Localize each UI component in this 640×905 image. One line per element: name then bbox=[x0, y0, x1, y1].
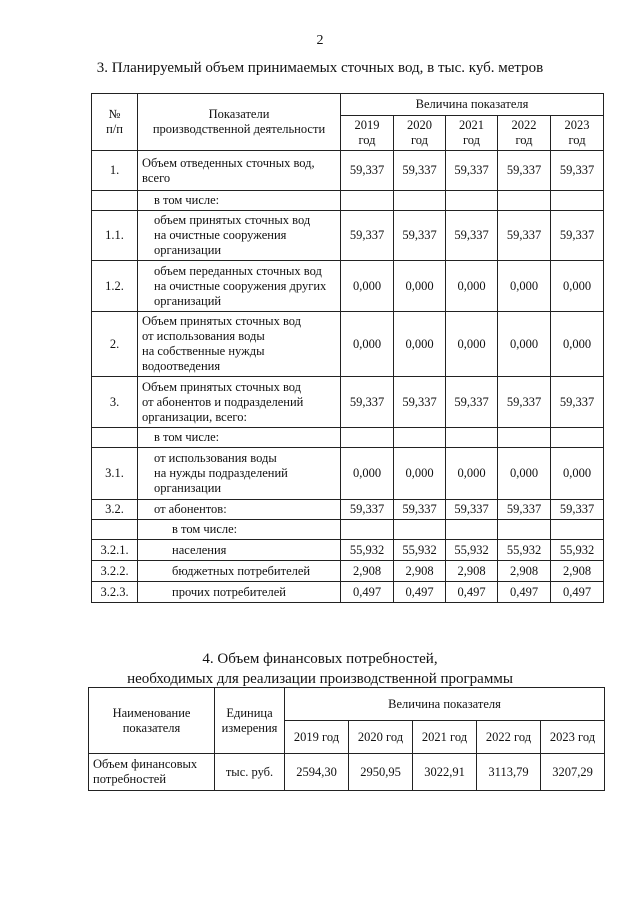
value-cell: 3113,79 bbox=[477, 754, 541, 791]
table-row bbox=[92, 540, 604, 561]
value-cell: 0,000 bbox=[551, 312, 604, 377]
value-cell: 59,337 bbox=[551, 377, 604, 428]
value-cell: 0,000 bbox=[341, 261, 394, 312]
value-cell bbox=[341, 428, 394, 448]
value-cell bbox=[446, 520, 498, 540]
table-row bbox=[92, 261, 604, 312]
row-name: Объем финансовых потребностей bbox=[89, 754, 215, 791]
value-cell bbox=[551, 428, 604, 448]
value-cell: 0,000 bbox=[394, 448, 446, 500]
value-cell: 0,000 bbox=[498, 448, 551, 500]
row-label: объем переданных сточных вод на очистные сооружения других организаций bbox=[138, 261, 341, 312]
value-cell: 0,000 bbox=[498, 261, 551, 312]
value-cell: 59,337 bbox=[341, 500, 394, 520]
value-cell: 0,497 bbox=[341, 582, 394, 603]
value-cell: 2,908 bbox=[551, 561, 604, 582]
row-label: бюджетных потребителей bbox=[138, 561, 341, 582]
year-header: 2020 год bbox=[349, 721, 413, 754]
value-cell: 55,932 bbox=[394, 540, 446, 561]
header-name: Наименование показателя bbox=[89, 688, 215, 754]
row-number: 3.2.2. bbox=[92, 561, 138, 582]
year-header: 2021 год bbox=[446, 116, 498, 151]
value-cell: 59,337 bbox=[394, 377, 446, 428]
value-cell bbox=[394, 428, 446, 448]
value-cell bbox=[446, 428, 498, 448]
wastewater-volume-table bbox=[91, 93, 604, 603]
value-cell: 59,337 bbox=[446, 151, 498, 191]
value-cell: 59,337 bbox=[498, 500, 551, 520]
header-value: Величина показателя bbox=[341, 94, 604, 116]
value-cell: 0,000 bbox=[394, 312, 446, 377]
value-cell: 55,932 bbox=[551, 540, 604, 561]
table-row bbox=[92, 448, 604, 500]
year-header: 2019 год bbox=[285, 721, 349, 754]
value-cell: 59,337 bbox=[446, 500, 498, 520]
year-header: 2019 год bbox=[341, 116, 394, 151]
value-cell: 59,337 bbox=[498, 151, 551, 191]
value-cell: 59,337 bbox=[341, 377, 394, 428]
table-row bbox=[92, 151, 604, 191]
row-label: объем принятых сточных вод на очистные сооружения организации bbox=[138, 211, 341, 261]
row-number: 3. bbox=[92, 377, 138, 428]
value-cell: 59,337 bbox=[341, 211, 394, 261]
value-cell: 59,337 bbox=[446, 211, 498, 261]
header-indicator: Показатели производственной деятельности bbox=[138, 94, 341, 151]
row-number: 2. bbox=[92, 312, 138, 377]
value-cell: 2,908 bbox=[446, 561, 498, 582]
header-number: № п/п bbox=[92, 94, 138, 151]
row-number: 1.1. bbox=[92, 211, 138, 261]
value-cell bbox=[551, 191, 604, 211]
value-cell: 0,000 bbox=[551, 448, 604, 500]
table-row bbox=[92, 191, 604, 211]
row-label: Объем принятых сточных вод от абонентов и подразделений организации, всего: bbox=[138, 377, 341, 428]
value-cell bbox=[394, 191, 446, 211]
year-header: 2023 год bbox=[541, 721, 605, 754]
row-unit: тыс. руб. bbox=[215, 754, 285, 791]
table-row bbox=[92, 520, 604, 540]
row-label: от абонентов: bbox=[138, 500, 341, 520]
row-label: Объем отведенных сточных вод, всего bbox=[138, 151, 341, 191]
row-number: 3.2.1. bbox=[92, 540, 138, 561]
value-cell: 59,337 bbox=[551, 500, 604, 520]
value-cell: 0,497 bbox=[551, 582, 604, 603]
section-3-title: 3. Планируемый объем принимаемых сточных вод, в тыс. куб. метров bbox=[96, 60, 544, 76]
value-cell: 0,497 bbox=[394, 582, 446, 603]
value-cell: 2950,95 bbox=[349, 754, 413, 791]
year-header: 2020 год bbox=[394, 116, 446, 151]
value-cell: 2,908 bbox=[341, 561, 394, 582]
value-cell: 59,337 bbox=[551, 211, 604, 261]
row-number: 3.2.3. bbox=[92, 582, 138, 603]
value-cell: 0,000 bbox=[446, 312, 498, 377]
value-cell: 55,932 bbox=[446, 540, 498, 561]
value-cell bbox=[551, 520, 604, 540]
value-cell: 2594,30 bbox=[285, 754, 349, 791]
year-header: 2022 год bbox=[477, 721, 541, 754]
row-number: 3.2. bbox=[92, 500, 138, 520]
value-cell: 0,000 bbox=[551, 261, 604, 312]
value-cell: 0,000 bbox=[341, 448, 394, 500]
row-label: от использования воды на нужды подразделений организации bbox=[138, 448, 341, 500]
value-cell: 59,337 bbox=[551, 151, 604, 191]
value-cell: 2,908 bbox=[394, 561, 446, 582]
year-header: 2023 год bbox=[551, 116, 604, 151]
value-cell: 59,337 bbox=[394, 151, 446, 191]
section-4-title-line1: 4. Объем финансовых потребностей, bbox=[202, 651, 438, 667]
section-4-title-line2: необходимых для реализации производственной программы bbox=[127, 671, 513, 687]
value-cell bbox=[394, 520, 446, 540]
table-row bbox=[92, 377, 604, 428]
row-label: в том числе: bbox=[138, 520, 341, 540]
value-cell bbox=[498, 520, 551, 540]
row-label: в том числе: bbox=[138, 428, 341, 448]
value-cell: 0,000 bbox=[446, 261, 498, 312]
row-label: населения bbox=[138, 540, 341, 561]
value-cell: 3207,29 bbox=[541, 754, 605, 791]
row-label: Объем принятых сточных вод от использования воды на собственные нужды водоотведения bbox=[138, 312, 341, 377]
row-number: 3.1. bbox=[92, 448, 138, 500]
row-label: прочих потребителей bbox=[138, 582, 341, 603]
row-label: в том числе: bbox=[138, 191, 341, 211]
value-cell: 0,000 bbox=[498, 312, 551, 377]
row-number: 1. bbox=[92, 151, 138, 191]
header-unit: Единица измерения bbox=[215, 688, 285, 754]
value-cell bbox=[498, 428, 551, 448]
value-cell: 0,000 bbox=[394, 261, 446, 312]
value-cell: 0,497 bbox=[498, 582, 551, 603]
year-header: 2021 год bbox=[413, 721, 477, 754]
header-value: Величина показателя bbox=[285, 688, 605, 721]
financial-needs-table bbox=[88, 687, 605, 791]
value-cell bbox=[498, 191, 551, 211]
page-number: 2 bbox=[316, 33, 324, 48]
year-header: 2022 год bbox=[498, 116, 551, 151]
value-cell: 59,337 bbox=[498, 377, 551, 428]
value-cell bbox=[341, 520, 394, 540]
table-row bbox=[92, 428, 604, 448]
value-cell: 59,337 bbox=[394, 500, 446, 520]
table-row bbox=[92, 561, 604, 582]
value-cell: 59,337 bbox=[341, 151, 394, 191]
value-cell: 55,932 bbox=[498, 540, 551, 561]
value-cell: 59,337 bbox=[394, 211, 446, 261]
table-row bbox=[92, 312, 604, 377]
row-number bbox=[92, 191, 138, 211]
value-cell: 55,932 bbox=[341, 540, 394, 561]
value-cell bbox=[341, 191, 394, 211]
row-number bbox=[92, 520, 138, 540]
value-cell: 59,337 bbox=[446, 377, 498, 428]
value-cell: 0,000 bbox=[341, 312, 394, 377]
table-row bbox=[92, 211, 604, 261]
value-cell bbox=[446, 191, 498, 211]
value-cell: 0,000 bbox=[446, 448, 498, 500]
value-cell: 3022,91 bbox=[413, 754, 477, 791]
value-cell: 2,908 bbox=[498, 561, 551, 582]
row-number: 1.2. bbox=[92, 261, 138, 312]
table-row bbox=[92, 500, 604, 520]
row-number bbox=[92, 428, 138, 448]
table-row bbox=[92, 582, 604, 603]
value-cell: 59,337 bbox=[498, 211, 551, 261]
value-cell: 0,497 bbox=[446, 582, 498, 603]
